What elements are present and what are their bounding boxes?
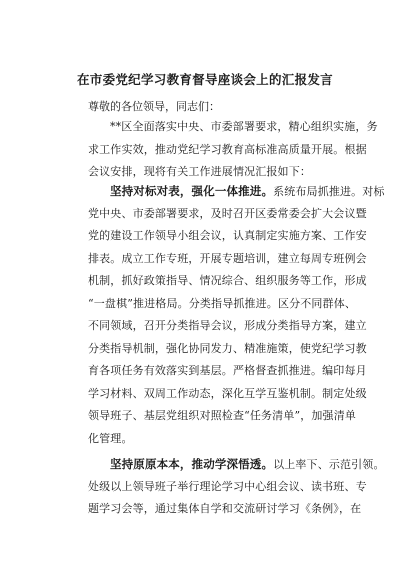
- paragraph-line: 党中央、市委部署要求，及时召开区委常委会扩大会议暨: [88, 206, 367, 220]
- paragraph-line: 不同领域，召开分类指导会议，形成分类指导方案，建立: [88, 319, 367, 332]
- paragraph-line: 排表。成立工作专班，开展专题培训，建立每周专班例会: [88, 251, 367, 265]
- paragraph-first-line: [88, 453, 385, 476]
- paragraph-first-line: [88, 180, 385, 203]
- paragraph-section-1: [88, 180, 385, 450]
- paragraph-line: 题学习会等，通过集体自学和交流研讨学习《条例》，在: [88, 502, 362, 515]
- document-title: 在市委党纪学习教育督导座谈会上的汇报发言: [76, 72, 333, 87]
- paragraph-line: 党的建设工作领导小组会议，认真制定实施方案、工作安: [88, 229, 367, 242]
- section-heading: 坚持原原本本，推动学深悟透。: [110, 457, 274, 471]
- paragraph-line-text: 以上率下、示范引领。: [273, 458, 385, 471]
- paragraph-line: 育各项任务有效落实到基层。严格督查抓推进。编印每月: [88, 364, 367, 377]
- paragraph-line: 学习材料、双周工作动态，深化互学互鉴机制。制定处级: [88, 386, 367, 400]
- paragraph-line: 化管理。: [88, 431, 133, 445]
- paragraph-line: 领导班子、基层党组织对照检查“任务清单”，加强清单: [88, 409, 356, 422]
- paragraph-line: 分类指导机制，强化协同发力、精准施策，使党纪学习教: [88, 341, 367, 355]
- paragraph-line: 机制，抓好政策指导、情况综合、组织服务等工作，形成: [88, 274, 367, 287]
- paragraph-line: **区全面落实中央、市委部署要求，精心组织实施，务: [110, 120, 378, 133]
- paragraph-line: “一盘棋”推进格局。分类指导抓推进。区分不同群体、: [88, 296, 356, 310]
- paragraph-line: 求工作实效，推动党纪学习教育高标准高质量开展。根据: [88, 142, 367, 156]
- paragraph-line-text: 系统布局抓推进。对标: [273, 185, 385, 198]
- salutation: 尊敬的各位领导，同志们：: [88, 100, 220, 113]
- section-heading: 坚持对标对表，强化一体推进。: [110, 184, 274, 198]
- paragraph-line: 会议安排，现将有关工作进展情况汇报如下：: [88, 165, 311, 178]
- paragraph-intro: [88, 116, 378, 184]
- paragraph-section-2: [88, 453, 385, 521]
- paragraph-line: 处级以上领导班子举行理论学习中心组会议、读书班、专: [88, 479, 367, 493]
